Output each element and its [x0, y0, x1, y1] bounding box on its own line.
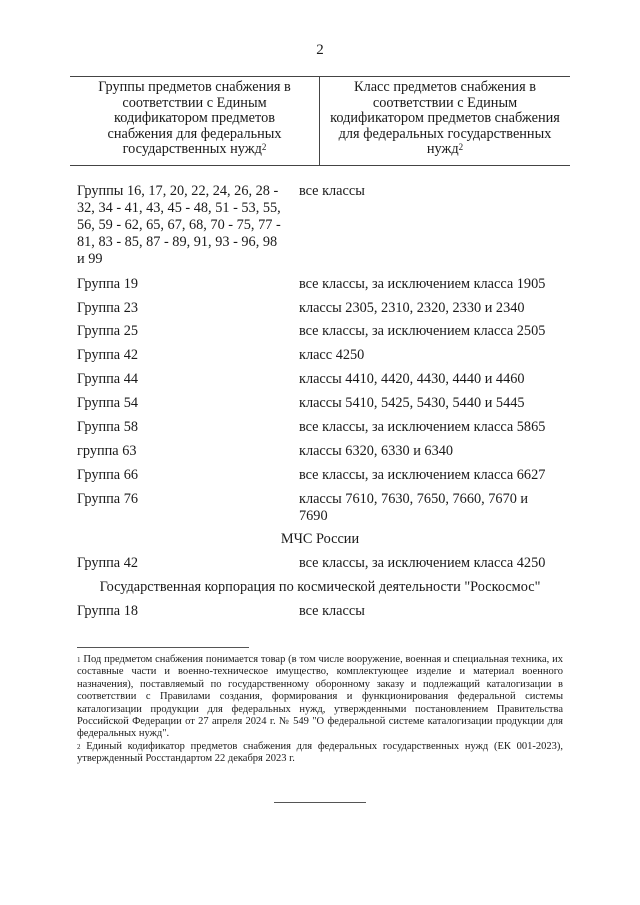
classes-cell: классы 4410, 4420, 4430, 4440 и 4460 [299, 371, 525, 387]
group-cell: Группа 23 [77, 300, 138, 316]
classes-cell: классы 6320, 6330 и 6340 [299, 443, 454, 459]
group-cell: Группа 66 [77, 467, 138, 483]
group-cell: Группа 58 [77, 419, 138, 435]
section-heading: Государственная корпорация по космической деятельности "Роскосмос" [99, 579, 541, 595]
classes-cell: все классы [299, 183, 365, 199]
footnote-number: 1 [77, 656, 81, 664]
group-cell: Группа 44 [77, 371, 138, 387]
classes-cell: все классы, за исключением класса 1905 [299, 276, 546, 292]
group-cell: Группа 19 [77, 276, 138, 292]
footnote-number: 2 [77, 742, 81, 751]
group-cell: Группа 18 [77, 603, 138, 619]
classes-cell: все классы [299, 603, 365, 619]
group-cell: Группа 42 [77, 347, 138, 363]
table-header [70, 76, 570, 166]
classes-cell: все классы, за исключением класса 6627 [299, 467, 546, 483]
group-cell: Группы 16, 17, 20, 22, 24, 26, 28 - 32, 34 - 41, 43, 45 - 48, 51 - 53, 55, 56, 59 - 62, 65, 67, 68, 70 - 75, 77 - 81, 83 - 85, 87 - 89, 91, 93 - 96, 98 и 99 [77, 183, 281, 267]
footnote-mark: 2 [261, 142, 267, 152]
classes-cell: все классы, за исключением класса 4250 [299, 555, 546, 571]
group-cell: Группа 25 [77, 323, 138, 339]
classes-column-header [320, 77, 570, 165]
group-cell: Группа 42 [77, 555, 138, 571]
end-of-document-line [274, 802, 366, 803]
groups-column-header-text: Группы предметов снабжения в соответствии с Единым кодификатором предметов снабжения для федеральных государственных нужд [98, 79, 291, 157]
footnote [77, 654, 563, 741]
classes-cell: класс 4250 [299, 347, 365, 363]
group-cell: Группа 54 [77, 395, 138, 411]
footnote-mark: 2 [458, 142, 464, 152]
footnote [77, 741, 563, 766]
footnotes [77, 654, 563, 766]
page-number: 2 [316, 42, 324, 58]
classes-cell: все классы, за исключением класса 2505 [299, 323, 546, 339]
group-cell: группа 63 [77, 443, 137, 459]
footnote-text: Под предметом снабжения понимается товар (в том числе вооружение, военная и специальная техника, их составные части и военно-техническое имущество, комплектующее изделие и материал военного назначения), поставляемый по государственному оборонному заказу и подлежащий каталогизации в соответствии с Правилами создания, формирования и функционирования федеральной системы каталогизации продукции для федеральных нужд, утвержденными постановлением Правительства Российской Федерации от 27 апреля 2024 г. № 549 "О федеральной системе каталогизации продукции для федеральных нужд". [77, 654, 563, 740]
footnote-text: Единый кодификатор предметов снабжения для федеральных государственных нужд (ЕК 001-2023), утвержденный Росстандартом 22 декабря 2023 г. [77, 740, 564, 765]
classes-cell: классы 7610, 7630, 7650, 7660, 7670 и 7690 [299, 491, 529, 524]
classes-column-header-text: Класс предметов снабжения в соответствии с Единым кодификатором предметов снабжения для федеральных государственных нужд [330, 79, 560, 157]
group-cell: Группа 76 [77, 491, 138, 507]
classes-cell: классы 5410, 5425, 5430, 5440 и 5445 [299, 395, 525, 411]
section-heading: МЧС России [280, 531, 360, 547]
classes-cell: все классы, за исключением класса 5865 [299, 419, 546, 435]
groups-column-header [70, 77, 320, 165]
footnote-separator [77, 647, 249, 648]
classes-cell: классы 2305, 2310, 2320, 2330 и 2340 [299, 300, 525, 316]
